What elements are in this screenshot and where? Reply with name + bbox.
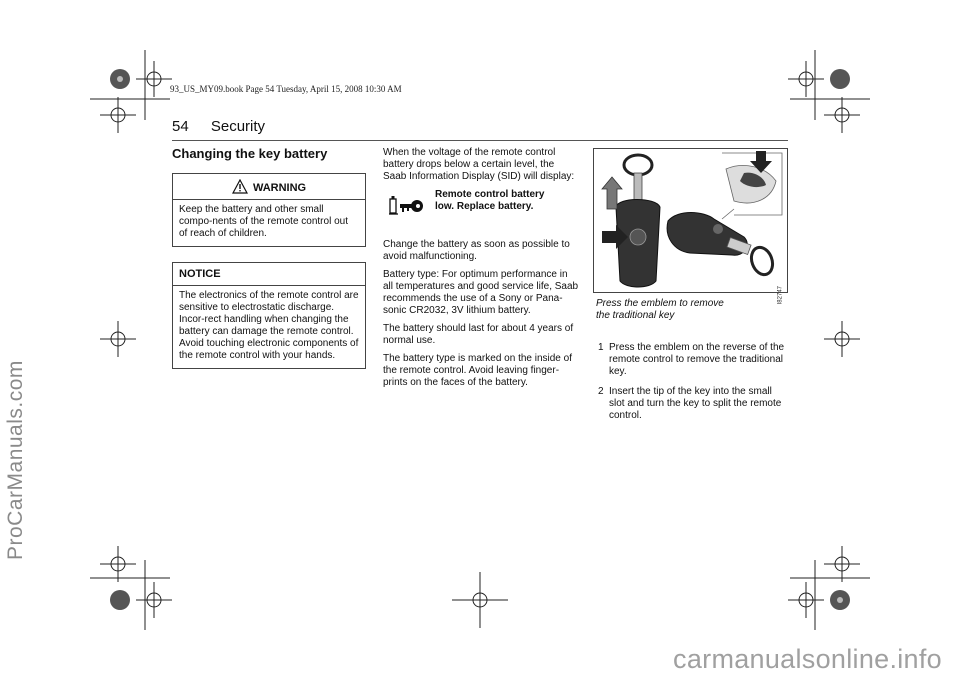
figure-caption: [596, 298, 786, 322]
page-number: 54: [172, 118, 189, 135]
notice-heading: NOTICE: [173, 263, 365, 286]
step-text: Insert the tip of the key into the small slot and turn the key to split the remote control.: [609, 386, 782, 421]
paragraph: Battery type: For optimum performance in all temperatures and good service life, Saab recommends the use of a Sony or Pana-sonic CR2032, 3V lithium battery.: [383, 269, 579, 316]
header-rule: [172, 140, 788, 141]
sid-message-row: [383, 189, 579, 231]
step-number: 2: [598, 386, 604, 397]
warning-text: Keep the battery and other small compo-nents of the remote control out of reach of children.: [179, 204, 348, 239]
warning-triangle-icon: [232, 179, 248, 194]
page-title: Changing the key battery: [172, 146, 328, 161]
warning-box: [172, 173, 366, 247]
warning-heading-text: WARNING: [252, 182, 307, 194]
list-item: [596, 386, 788, 422]
sid-message: [435, 189, 544, 213]
sid-message-line: low. Replace battery.: [435, 201, 534, 212]
book-stamp: 93_US_MY09.book Page 54 Tuesday, April 15, 2008 10:30 AM: [170, 84, 402, 94]
sid-intro: When the voltage of the remote control battery drops below a certain level, the Saab Information Display (SID) will display:: [383, 147, 575, 182]
step-text: Press the emblem on the reverse of the remote control to remove the traditional key.: [609, 342, 785, 377]
figure-caption-line: the traditional key: [596, 310, 675, 321]
key-battery-icon: [389, 193, 425, 219]
main-column: [383, 147, 579, 395]
page-header: [172, 118, 265, 135]
figure-code: I82747: [777, 286, 783, 305]
remote-key-illustration: [594, 149, 787, 292]
list-item: [596, 342, 788, 378]
sid-message-line: Remote control battery: [435, 189, 545, 200]
notice-box: [172, 262, 366, 369]
paragraph: Change the battery as soon as possible to avoid malfunctioning.: [383, 239, 570, 262]
notice-text: The electronics of the remote control are sensitive to electrostatic discharge. Incor-rect handling when changing the battery can damage the remote control. Avoid touching electronic components of the remote control with your hands.: [179, 290, 359, 361]
steps-list: [596, 342, 788, 430]
step-number: 1: [598, 342, 604, 353]
paragraph: The battery type is marked on the inside of the remote control. Avoid leaving finger-prints on the faces of the battery.: [383, 353, 572, 388]
bottom-watermark: carmanualsonline.info: [673, 644, 942, 674]
paragraph: The battery should last for about 4 years of normal use.: [383, 323, 574, 346]
side-watermark: ProCarManuals.com: [4, 360, 27, 560]
warning-heading: [173, 174, 365, 200]
figure-caption-line: Press the emblem to remove: [596, 298, 724, 309]
section-name: Security: [210, 118, 266, 135]
